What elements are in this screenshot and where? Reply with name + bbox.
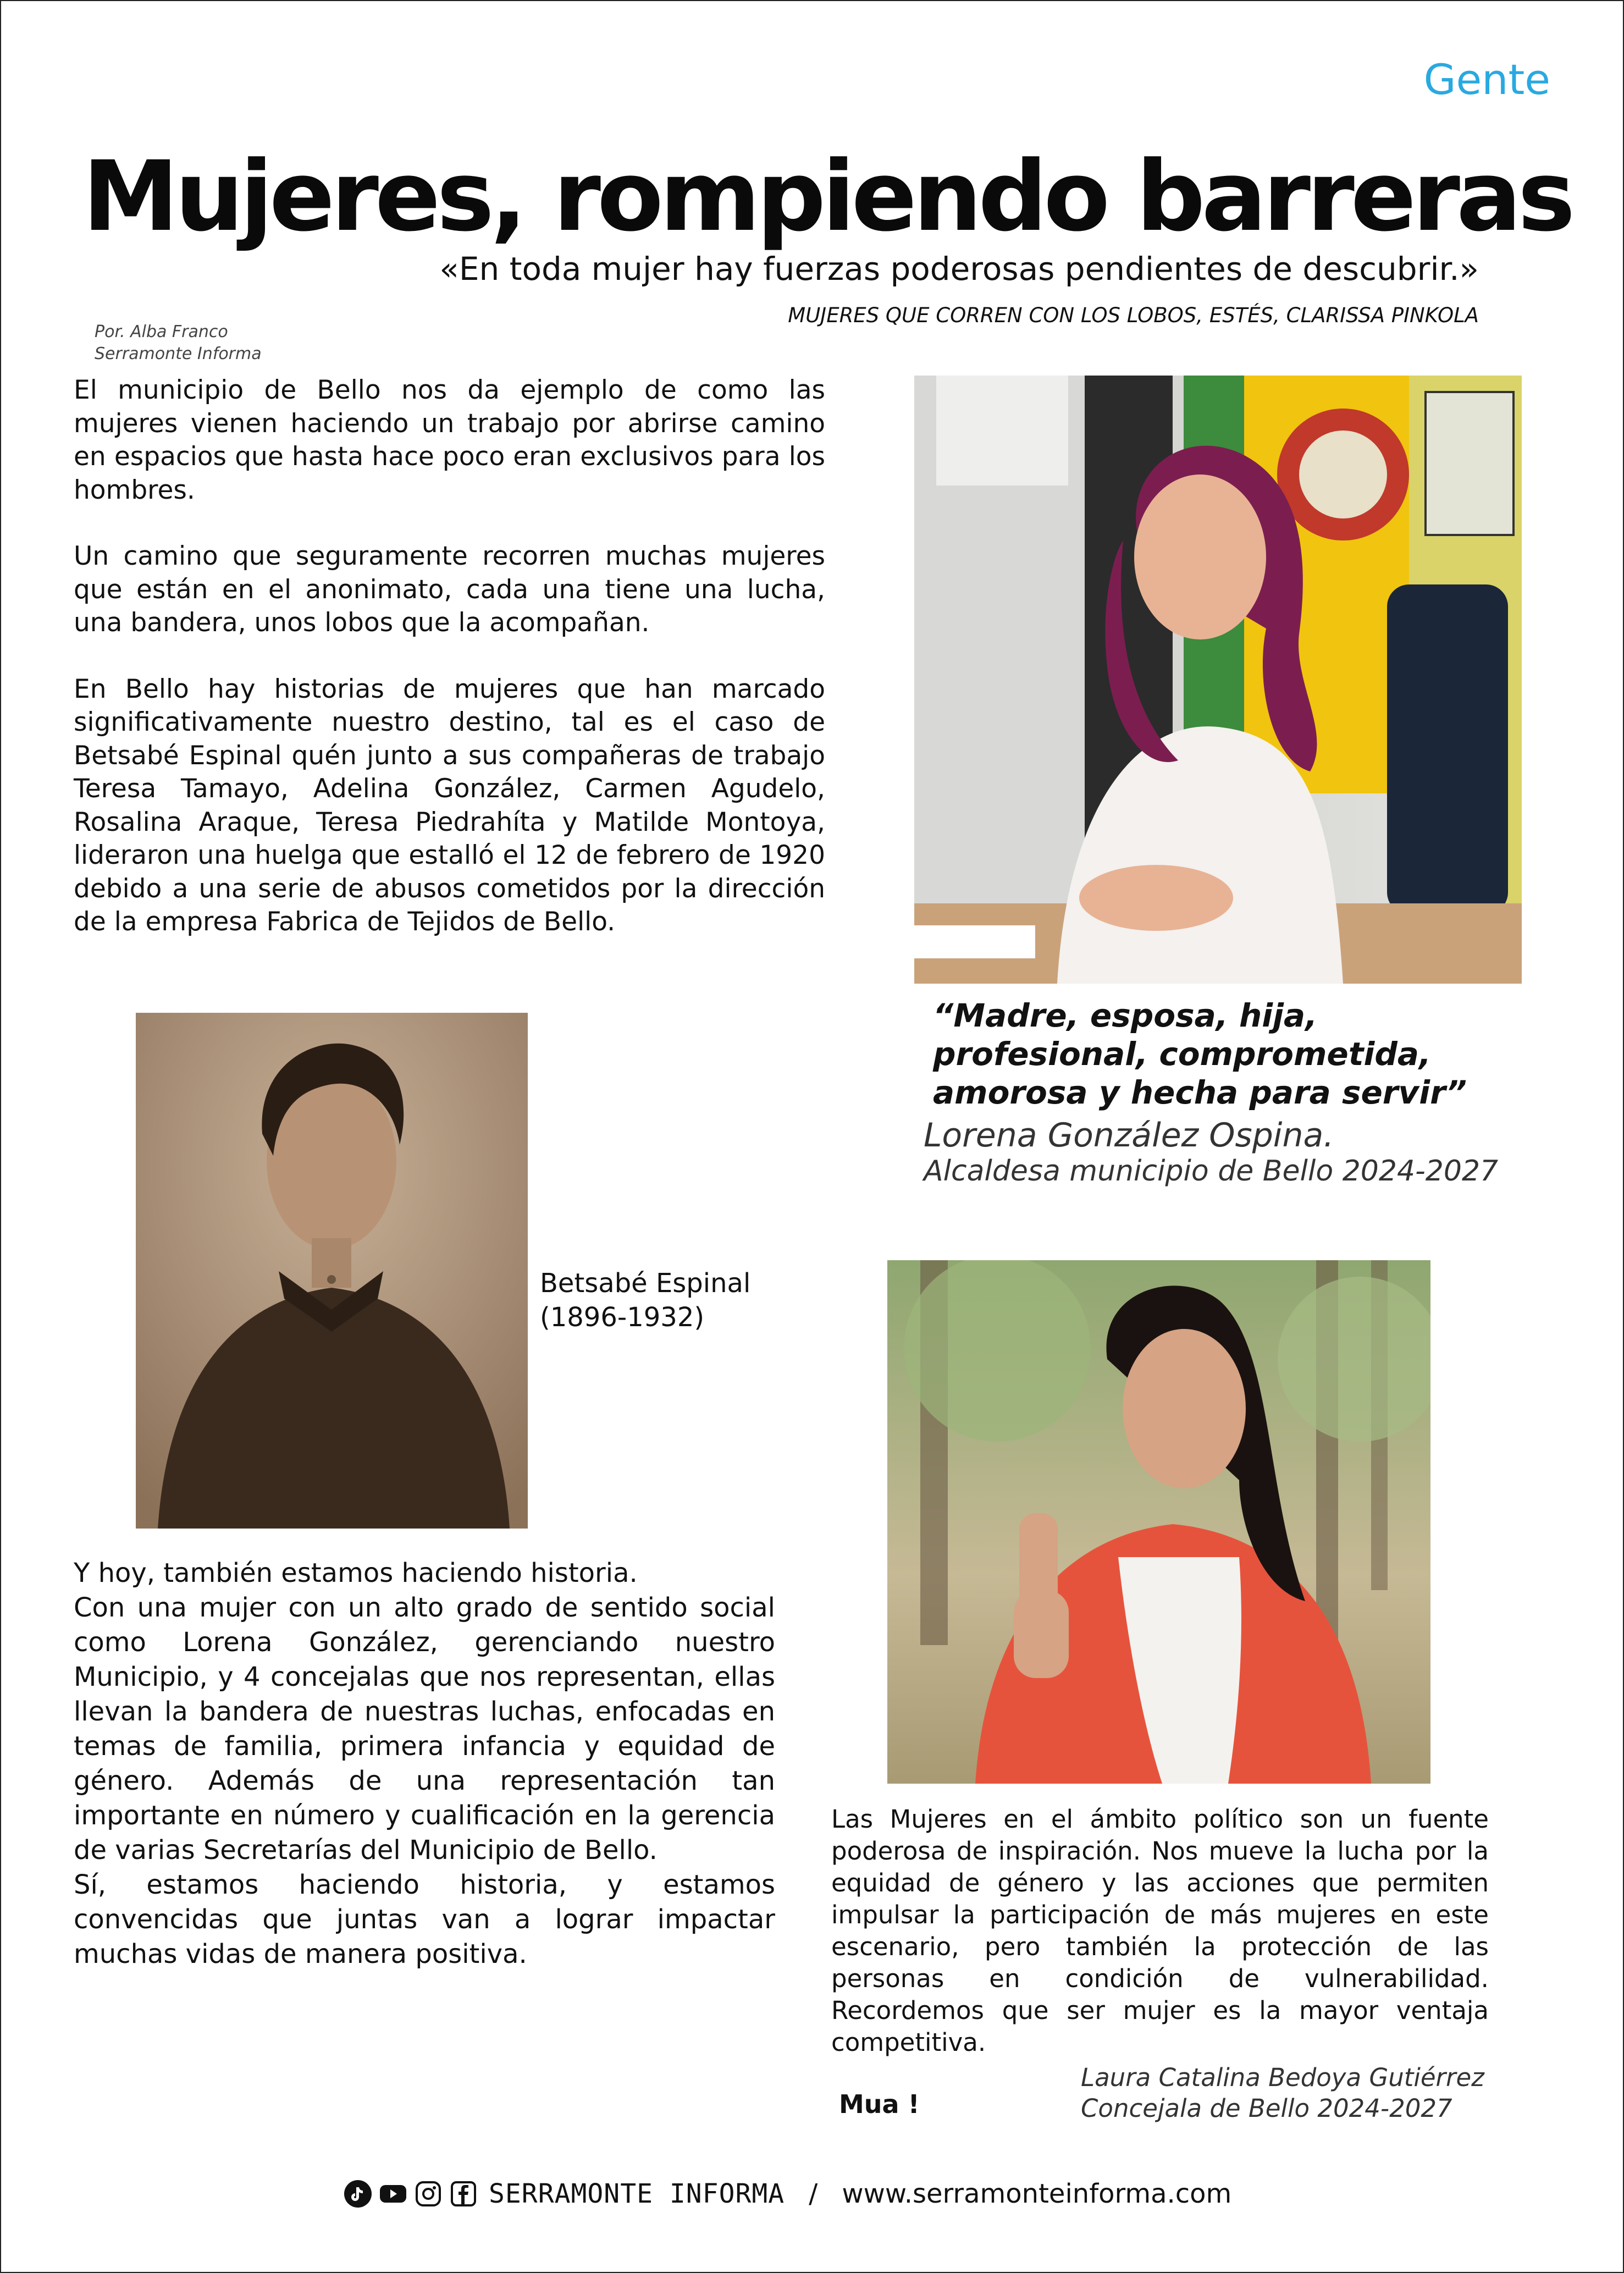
concejala-role: Concejala de Bello 2024-2027 (1081, 2094, 1452, 2123)
concejala-column (831, 1803, 1489, 2059)
section-tag: Gente (1423, 55, 1550, 104)
facebook-icon[interactable] (449, 2180, 478, 2208)
tiktok-icon[interactable] (344, 2180, 372, 2208)
today-paragraph: Y hoy, también estamos haciendo historia. (74, 1558, 638, 1588)
epigraph: «En toda mujer hay fuerzas poderosas pendientes de descubrir.» (439, 250, 1479, 288)
betsabe-years: (1896-1932) (540, 1302, 705, 1333)
concejala-name: Laura Catalina Bedoya Gutiérrez (1081, 2063, 1484, 2092)
today-paragraph: Sí, estamos haciendo historia, y estamos convencidas que juntas van a lograr impactar muchas vidas de manera positiva. (74, 1869, 775, 1969)
youtube-icon[interactable] (379, 2180, 407, 2208)
headline: Mujeres, rompiendo barreras (82, 140, 1572, 253)
betsabe-photo (136, 1013, 528, 1529)
intro-paragraph: Un camino que seguramente recorren muchas mujeres que están en el anonimato, cada una tiene una lucha, una bandera, unos lobos que la acompañan. (74, 541, 825, 638)
byline-outlet: Serramonte Informa (95, 344, 262, 363)
betsabe-caption (540, 1266, 793, 1334)
intro-column (74, 374, 825, 972)
footer (344, 2175, 1278, 2213)
instagram-icon[interactable] (414, 2180, 443, 2208)
betsabe-name: Betsabé Espinal (540, 1268, 751, 1299)
footer-brand: SERRAMONTE INFORMA (489, 2178, 785, 2209)
concejala-photo (887, 1260, 1430, 1784)
mayor-quote: “Madre, esposa, hija, profesional, comprometida, amorosa y hecha para servir” (933, 997, 1467, 1111)
signoff: Mua ! (839, 2089, 920, 2119)
intro-paragraph: En Bello hay historias de mujeres que han marcado significativamente nuestro destino, tal es el caso de Betsabé Espinal quén junto a sus compañeras de trabajo Teresa Tamayo, Adelina González, Carmen Agudelo, Rosalina Araque, Teresa Piedrahíta y Matilde Montoya, lideraron una huelga que estalló el 12 de febrero de 1920 debido a una serie de abusos cometidos por la dirección de la empresa Fabrica de Tejidos de Bello. (74, 674, 825, 937)
intro-paragraph: El municipio de Bello nos da ejemplo de como las mujeres vienen haciendo un trabajo por abrirse camino en espacios que hasta hace poco eran exclusivos para los hombres. (74, 375, 825, 505)
today-paragraph: Con una mujer con un alto grado de sentido social como Lorena González, gerenciando nuestro Municipio, y 4 concejalas que nos representan, ellas llevan la bandera de nuestras luchas, enfocadas en temas de familia, primera infancia y equidad de género. Además de una representación tan importante en número y cualificación en la gerencia de varias Secretarías del Municipio de Bello. (74, 1592, 775, 1866)
byline-author: Por. Alba Franco (95, 322, 228, 341)
footer-url[interactable]: www.serramonteinforma.com (842, 2178, 1232, 2209)
byline (95, 321, 424, 365)
footer-separator: / (809, 2178, 818, 2209)
epigraph-source: MUJERES QUE CORREN CON LOS LOBOS, ESTÉS, CLARISSA PINKOLA (788, 304, 1479, 327)
today-column (74, 1556, 775, 1972)
concejala-text: Las Mujeres en el ámbito político son un fuente poderosa de inspiración. Nos mueve la lucha por la equidad de género y las acciones que permiten impulsar la participación de más mujeres en este escenario, pero también la protección de las personas en condición de vulnerabilidad. Recordemos que ser mujer es la mayor ventaja competitiva. (831, 1805, 1489, 2057)
mayor-role: Alcaldesa municipio de Bello 2024-2027 (924, 1155, 1499, 1188)
mayor-name: Lorena González Ospina. (924, 1116, 1334, 1155)
mayor-photo (914, 376, 1522, 984)
